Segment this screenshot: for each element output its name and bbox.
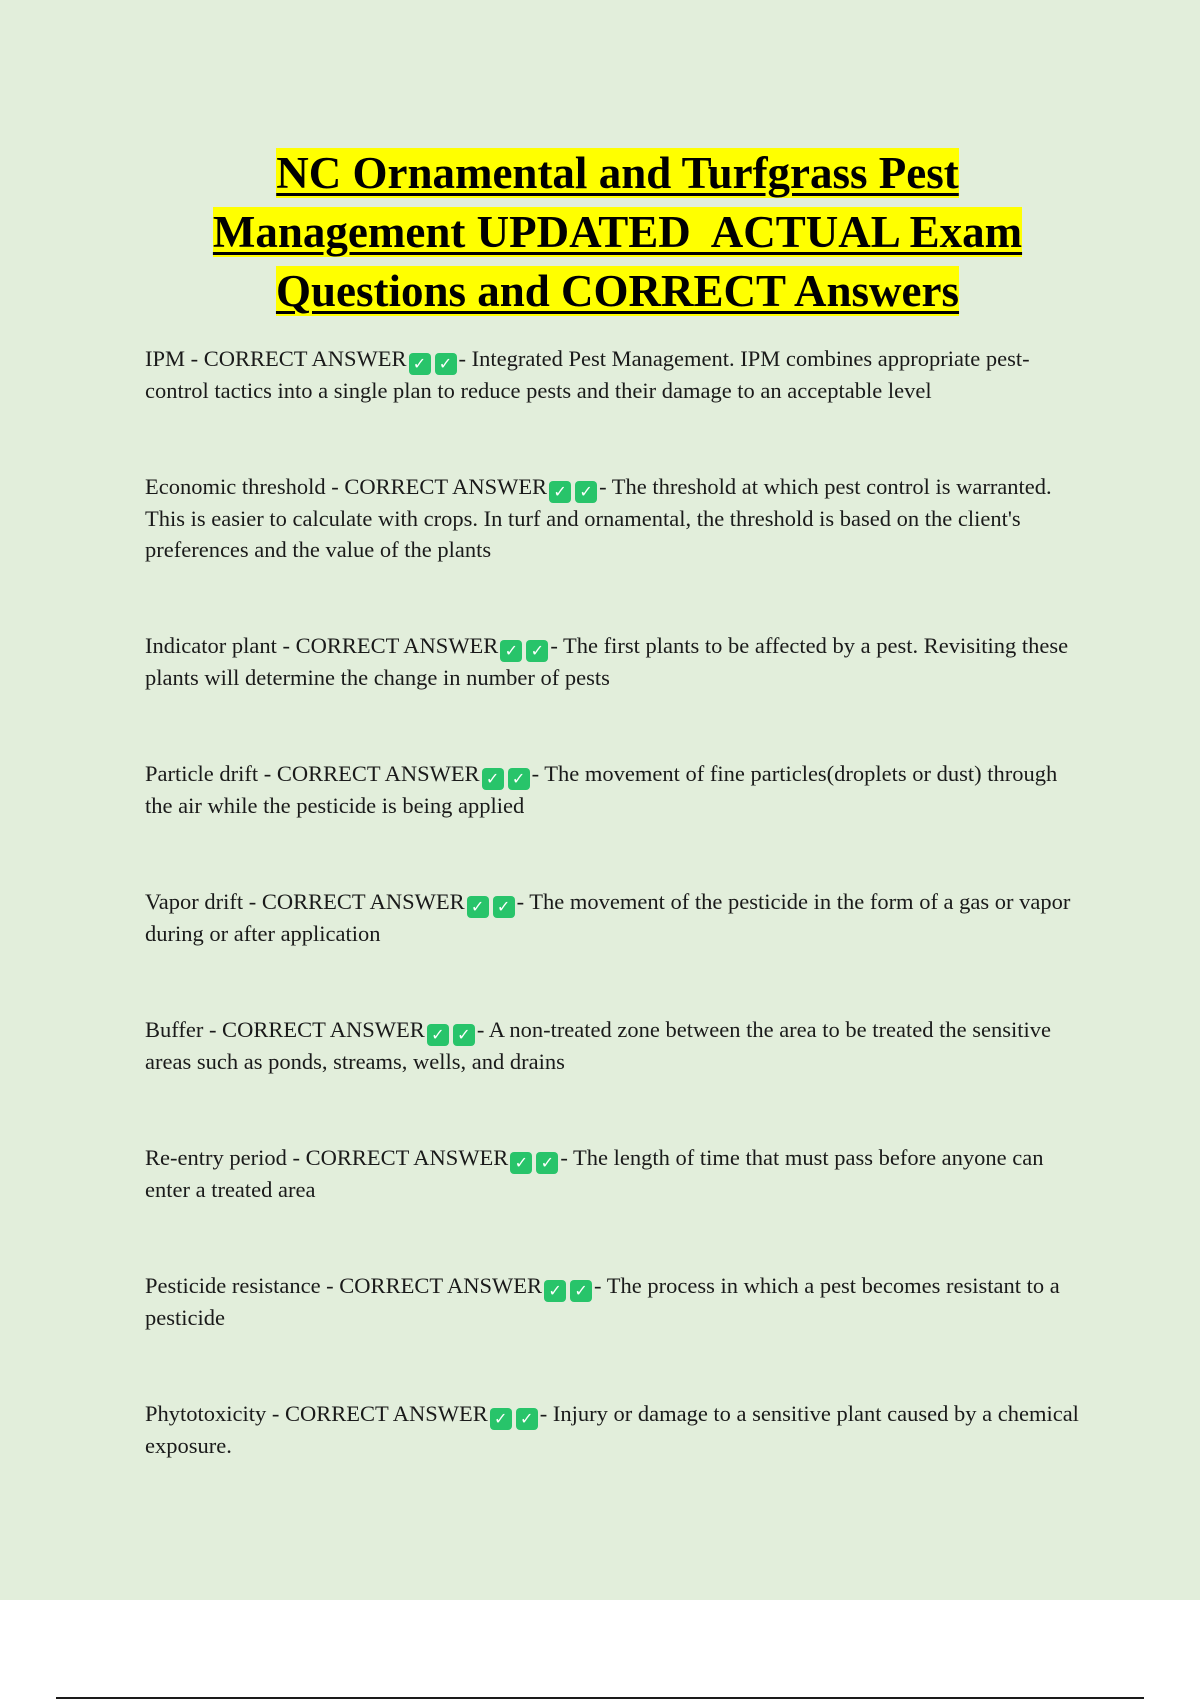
check-mark-icon: ✓ <box>516 1408 538 1430</box>
entry-definition: - The movement of the pesticide in the form of a gas or vapor during or after application <box>145 889 1071 946</box>
entry-definition: - The length of time that must pass before anyone can enter a treated area <box>145 1145 1044 1202</box>
qa-entry <box>145 1142 1090 1205</box>
entry-term: Buffer - CORRECT ANSWER <box>145 1017 425 1042</box>
entry-term: IPM - CORRECT ANSWER <box>145 346 407 371</box>
entry-term: Particle drift - CORRECT ANSWER <box>145 761 480 786</box>
title-line-1: NC Ornamental and Turfgrass Pest <box>276 148 959 198</box>
check-mark-icon: ✓ <box>409 353 431 375</box>
qa-entry <box>145 343 1090 406</box>
check-mark-icon: ✓ <box>500 640 522 662</box>
check-mark-icon: ✓ <box>575 481 597 503</box>
entry-definition: - The threshold at which pest control is warranted. This is easier to calculate with crops. In turf and ornamental, the threshold is based on the client's preferences and the value of the plants <box>145 474 1052 562</box>
entry-term: Phytotoxicity - CORRECT ANSWER <box>145 1401 488 1426</box>
qa-entry-list <box>145 343 1090 1526</box>
entry-definition: - Integrated Pest Management. IPM combines appropriate pest-control tactics into a single plan to reduce pests and their damage to an acceptable level <box>145 346 1030 403</box>
entry-term: Re-entry period - CORRECT ANSWER <box>145 1145 509 1170</box>
check-mark-icon: ✓ <box>453 1024 475 1046</box>
qa-entry <box>145 886 1090 949</box>
check-mark-icon: ✓ <box>526 640 548 662</box>
qa-entry <box>145 1398 1090 1461</box>
check-mark-icon: ✓ <box>493 896 515 918</box>
entry-definition: - The first plants to be affected by a pest. Revisiting these plants will determine the change in number of pests <box>145 633 1069 690</box>
check-mark-icon: ✓ <box>490 1408 512 1430</box>
entry-term: Pesticide resistance - CORRECT ANSWER <box>145 1273 543 1298</box>
document-title <box>110 144 1125 321</box>
qa-entry <box>145 471 1090 565</box>
entry-definition: - The movement of fine particles(droplets or dust) through the air while the pesticide is being applied <box>145 761 1058 818</box>
entry-definition: - A non-treated zone between the area to be treated the sensitive areas such as ponds, streams, wells, and drains <box>145 1017 1051 1074</box>
entry-term: Vapor drift - CORRECT ANSWER <box>145 889 465 914</box>
check-mark-icon: ✓ <box>467 896 489 918</box>
check-mark-icon: ✓ <box>570 1280 592 1302</box>
title-line-3: Questions and CORRECT Answers <box>275 266 960 316</box>
check-mark-icon: ✓ <box>427 1024 449 1046</box>
entry-term: Economic threshold - CORRECT ANSWER <box>145 474 548 499</box>
entry-term: Indicator plant - CORRECT ANSWER <box>145 633 499 658</box>
title-line-2: Management UPDATED ACTUAL Exam <box>212 207 1023 257</box>
qa-entry <box>145 1014 1090 1077</box>
check-mark-icon: ✓ <box>549 481 571 503</box>
check-mark-icon: ✓ <box>508 768 530 790</box>
check-mark-icon: ✓ <box>510 1152 532 1174</box>
check-mark-icon: ✓ <box>482 768 504 790</box>
check-mark-icon: ✓ <box>435 353 457 375</box>
entry-definition: - The process in which a pest becomes resistant to a pesticide <box>145 1273 1060 1330</box>
qa-entry <box>145 758 1090 821</box>
entry-definition: - Injury or damage to a sensitive plant caused by a chemical exposure. <box>145 1401 1079 1458</box>
qa-entry <box>145 630 1090 693</box>
check-mark-icon: ✓ <box>544 1280 566 1302</box>
bottom-divider <box>56 1697 1144 1699</box>
qa-entry <box>145 1270 1090 1333</box>
check-mark-icon: ✓ <box>536 1152 558 1174</box>
